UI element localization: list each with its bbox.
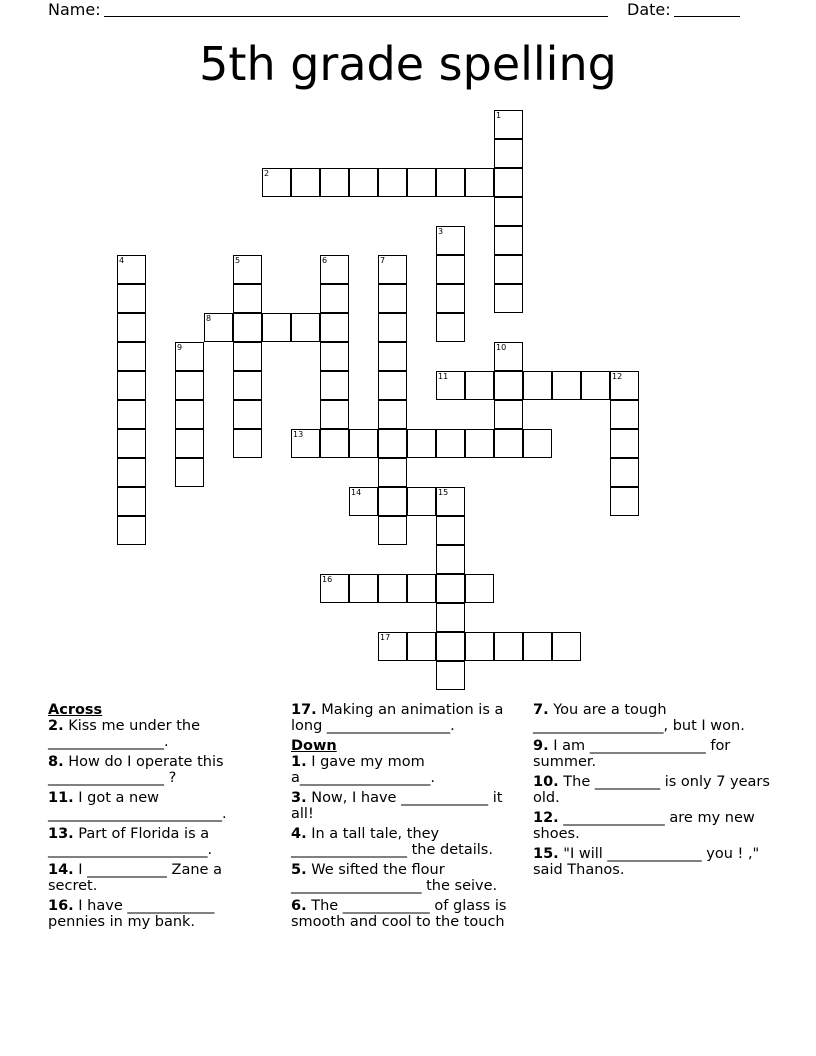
grid-cell[interactable] xyxy=(436,226,465,255)
grid-cell[interactable] xyxy=(436,284,465,313)
grid-cell[interactable] xyxy=(349,429,378,458)
grid-cell[interactable] xyxy=(320,313,349,342)
clue-number-label: 14 xyxy=(351,488,362,497)
grid-cell[interactable] xyxy=(378,400,407,429)
grid-cell[interactable] xyxy=(175,400,204,429)
grid-cell[interactable] xyxy=(610,371,639,400)
grid-cell[interactable] xyxy=(378,371,407,400)
clue-text: I gave my mom a__________________. xyxy=(291,754,435,786)
grid-cell[interactable] xyxy=(436,168,465,197)
clue-down-10 xyxy=(533,774,773,806)
grid-cell[interactable] xyxy=(233,313,262,342)
clue-number: 14. xyxy=(48,862,74,878)
grid-cell[interactable] xyxy=(320,168,349,197)
grid-cell[interactable] xyxy=(117,458,146,487)
grid-cell[interactable] xyxy=(494,139,523,168)
grid-cell[interactable] xyxy=(494,429,523,458)
grid-cell[interactable] xyxy=(378,313,407,342)
grid-cell[interactable] xyxy=(291,168,320,197)
clue-down-5 xyxy=(291,862,523,894)
grid-cell[interactable] xyxy=(494,342,523,371)
grid-cell[interactable] xyxy=(523,632,552,661)
grid-cell[interactable] xyxy=(436,487,465,516)
clue-number-label: 3 xyxy=(438,227,444,236)
grid-cell[interactable] xyxy=(494,284,523,313)
grid-cell[interactable] xyxy=(581,371,610,400)
clue-text: I am ________________ for summer. xyxy=(533,738,731,770)
clue-across-8 xyxy=(48,754,268,786)
grid-cell[interactable] xyxy=(204,313,233,342)
grid-cell[interactable] xyxy=(320,284,349,313)
grid-cell[interactable] xyxy=(465,371,494,400)
grid-cell[interactable] xyxy=(465,168,494,197)
clue-text: Making an animation is a long _________________. xyxy=(291,702,504,734)
grid-cell[interactable] xyxy=(494,168,523,197)
clue-number-label: 9 xyxy=(177,343,183,352)
grid-cell[interactable] xyxy=(262,313,291,342)
grid-cell[interactable] xyxy=(233,371,262,400)
grid-cell[interactable] xyxy=(407,487,436,516)
grid-cell[interactable] xyxy=(117,342,146,371)
clue-number-label: 17 xyxy=(380,633,391,642)
grid-cell[interactable] xyxy=(175,342,204,371)
clue-number: 17. xyxy=(291,702,317,718)
grid-cell[interactable] xyxy=(117,371,146,400)
clue-text: Part of Florida is a ______________________. xyxy=(48,826,213,858)
clue-down-1 xyxy=(291,754,523,786)
grid-cell[interactable] xyxy=(378,284,407,313)
page-title: 5th grade spelling xyxy=(199,37,617,91)
clue-text: Now, I have ____________ it all! xyxy=(291,790,503,822)
clue-column-1 xyxy=(48,702,268,934)
clue-number: 1. xyxy=(291,754,307,770)
grid-cell[interactable] xyxy=(436,574,465,603)
grid-cell[interactable] xyxy=(233,284,262,313)
grid-cell[interactable] xyxy=(436,603,465,632)
grid-cell[interactable] xyxy=(378,255,407,284)
grid-cell[interactable] xyxy=(378,574,407,603)
clue-down-3 xyxy=(291,790,523,822)
grid-cell[interactable] xyxy=(349,487,378,516)
grid-cell[interactable] xyxy=(407,429,436,458)
grid-cell[interactable] xyxy=(436,313,465,342)
clue-text: Kiss me under the ________________. xyxy=(48,718,201,750)
grid-cell[interactable] xyxy=(407,574,436,603)
clue-down-6 xyxy=(291,898,523,930)
grid-cell[interactable] xyxy=(494,255,523,284)
grid-cell[interactable] xyxy=(320,400,349,429)
clue-number-label: 12 xyxy=(612,372,623,381)
grid-cell[interactable] xyxy=(378,342,407,371)
clue-text: I have ____________ pennies in my bank. xyxy=(48,898,215,930)
grid-cell[interactable] xyxy=(175,429,204,458)
grid-cell[interactable] xyxy=(494,632,523,661)
clue-text: The ____________ of glass is smooth and cool to the touch xyxy=(291,898,507,930)
clue-text: I ___________ Zane a secret. xyxy=(48,862,222,894)
grid-cell[interactable] xyxy=(117,487,146,516)
clue-number: 13. xyxy=(48,826,74,842)
clue-down-4 xyxy=(291,826,523,858)
grid-cell[interactable] xyxy=(610,487,639,516)
name-label: Name: xyxy=(48,0,101,19)
clue-column-3 xyxy=(533,702,773,882)
grid-cell[interactable] xyxy=(610,458,639,487)
clue-number: 5. xyxy=(291,862,307,878)
clue-across-17 xyxy=(291,702,523,734)
grid-cell[interactable] xyxy=(378,516,407,545)
clue-down-15 xyxy=(533,846,773,878)
clue-number-label: 7 xyxy=(380,256,386,265)
grid-cell[interactable] xyxy=(117,313,146,342)
grid-cell[interactable] xyxy=(378,429,407,458)
grid-cell[interactable] xyxy=(407,632,436,661)
clue-text: "I will _____________ you ! ," said Thanos. xyxy=(533,846,760,878)
grid-cell[interactable] xyxy=(291,429,320,458)
clue-number: 7. xyxy=(533,702,549,718)
grid-cell[interactable] xyxy=(523,371,552,400)
clue-number: 16. xyxy=(48,898,74,914)
clue-number-label: 11 xyxy=(438,372,449,381)
clue-number-label: 15 xyxy=(438,488,449,497)
grid-cell[interactable] xyxy=(610,400,639,429)
clue-down-7 xyxy=(533,702,773,734)
clue-number: 4. xyxy=(291,826,307,842)
grid-cell[interactable] xyxy=(436,661,465,690)
grid-cell[interactable] xyxy=(436,255,465,284)
grid-cell[interactable] xyxy=(233,342,262,371)
grid-cell[interactable] xyxy=(320,429,349,458)
clue-text: We sifted the flour __________________ the seive. xyxy=(291,862,498,894)
clue-number-label: 1 xyxy=(496,111,502,120)
clue-number-label: 13 xyxy=(293,430,304,439)
grid-cell[interactable] xyxy=(349,168,378,197)
grid-cell[interactable] xyxy=(494,400,523,429)
grid-cell[interactable] xyxy=(494,110,523,139)
clue-across-16 xyxy=(48,898,268,930)
grid-cell[interactable] xyxy=(233,255,262,284)
clue-across-11 xyxy=(48,790,268,822)
grid-cell[interactable] xyxy=(349,574,378,603)
clue-number: 8. xyxy=(48,754,64,770)
grid-cell[interactable] xyxy=(610,429,639,458)
grid-cell[interactable] xyxy=(378,458,407,487)
grid-cell[interactable] xyxy=(436,545,465,574)
clue-down-12 xyxy=(533,810,773,842)
clue-number-label: 16 xyxy=(322,575,333,584)
clue-text: You are a tough __________________, but I won. xyxy=(533,702,745,734)
clue-number: 6. xyxy=(291,898,307,914)
clue-number: 3. xyxy=(291,790,307,806)
grid-cell[interactable] xyxy=(436,632,465,661)
clue-text: In a tall tale, they ________________ the details. xyxy=(291,826,493,858)
grid-cell[interactable] xyxy=(552,371,581,400)
grid-cell[interactable] xyxy=(552,632,581,661)
clue-text: How do I operate this ________________ ? xyxy=(48,754,224,786)
grid-cell[interactable] xyxy=(494,226,523,255)
clue-text: I got a new ________________________. xyxy=(48,790,227,822)
clue-text: ______________ are my new shoes. xyxy=(533,810,755,842)
clue-number: 11. xyxy=(48,790,74,806)
grid-cell[interactable] xyxy=(320,255,349,284)
grid-cell[interactable] xyxy=(407,168,436,197)
across-heading: Across xyxy=(48,702,103,718)
grid-cell[interactable] xyxy=(436,516,465,545)
grid-cell[interactable] xyxy=(378,168,407,197)
down-heading: Down xyxy=(291,738,337,754)
clue-number-label: 2 xyxy=(264,169,270,178)
grid-cell[interactable] xyxy=(320,371,349,400)
clue-number: 12. xyxy=(533,810,559,826)
grid-cell[interactable] xyxy=(494,371,523,400)
clue-across-2 xyxy=(48,718,268,750)
grid-cell[interactable] xyxy=(320,342,349,371)
clue-number: 15. xyxy=(533,846,559,862)
grid-cell[interactable] xyxy=(465,429,494,458)
grid-cell[interactable] xyxy=(117,400,146,429)
clue-number-label: 5 xyxy=(235,256,241,265)
clue-down-9 xyxy=(533,738,773,770)
grid-cell[interactable] xyxy=(378,632,407,661)
clue-across-13 xyxy=(48,826,268,858)
grid-cell[interactable] xyxy=(262,168,291,197)
grid-cell[interactable] xyxy=(175,458,204,487)
grid-cell[interactable] xyxy=(117,516,146,545)
grid-cell[interactable] xyxy=(465,574,494,603)
grid-cell[interactable] xyxy=(175,371,204,400)
clue-number-label: 10 xyxy=(496,343,507,352)
grid-cell[interactable] xyxy=(233,400,262,429)
grid-cell[interactable] xyxy=(378,487,407,516)
grid-cell[interactable] xyxy=(320,574,349,603)
grid-cell[interactable] xyxy=(291,313,320,342)
grid-cell[interactable] xyxy=(117,429,146,458)
clue-number: 2. xyxy=(48,718,64,734)
date-label: Date: xyxy=(627,0,671,19)
clue-number: 10. xyxy=(533,774,559,790)
clue-number-label: 6 xyxy=(322,256,328,265)
grid-cell[interactable] xyxy=(523,429,552,458)
grid-cell[interactable] xyxy=(117,255,146,284)
grid-cell[interactable] xyxy=(233,429,262,458)
clue-number-label: 4 xyxy=(119,256,125,265)
clue-number-label: 8 xyxy=(206,314,212,323)
clue-text: The _________ is only 7 years old. xyxy=(533,774,770,806)
grid-cell[interactable] xyxy=(465,632,494,661)
grid-cell[interactable] xyxy=(117,284,146,313)
clue-column-2 xyxy=(291,702,523,934)
grid-cell[interactable] xyxy=(436,371,465,400)
grid-cell[interactable] xyxy=(494,197,523,226)
clue-across-14 xyxy=(48,862,268,894)
clue-number: 9. xyxy=(533,738,549,754)
grid-cell[interactable] xyxy=(436,429,465,458)
